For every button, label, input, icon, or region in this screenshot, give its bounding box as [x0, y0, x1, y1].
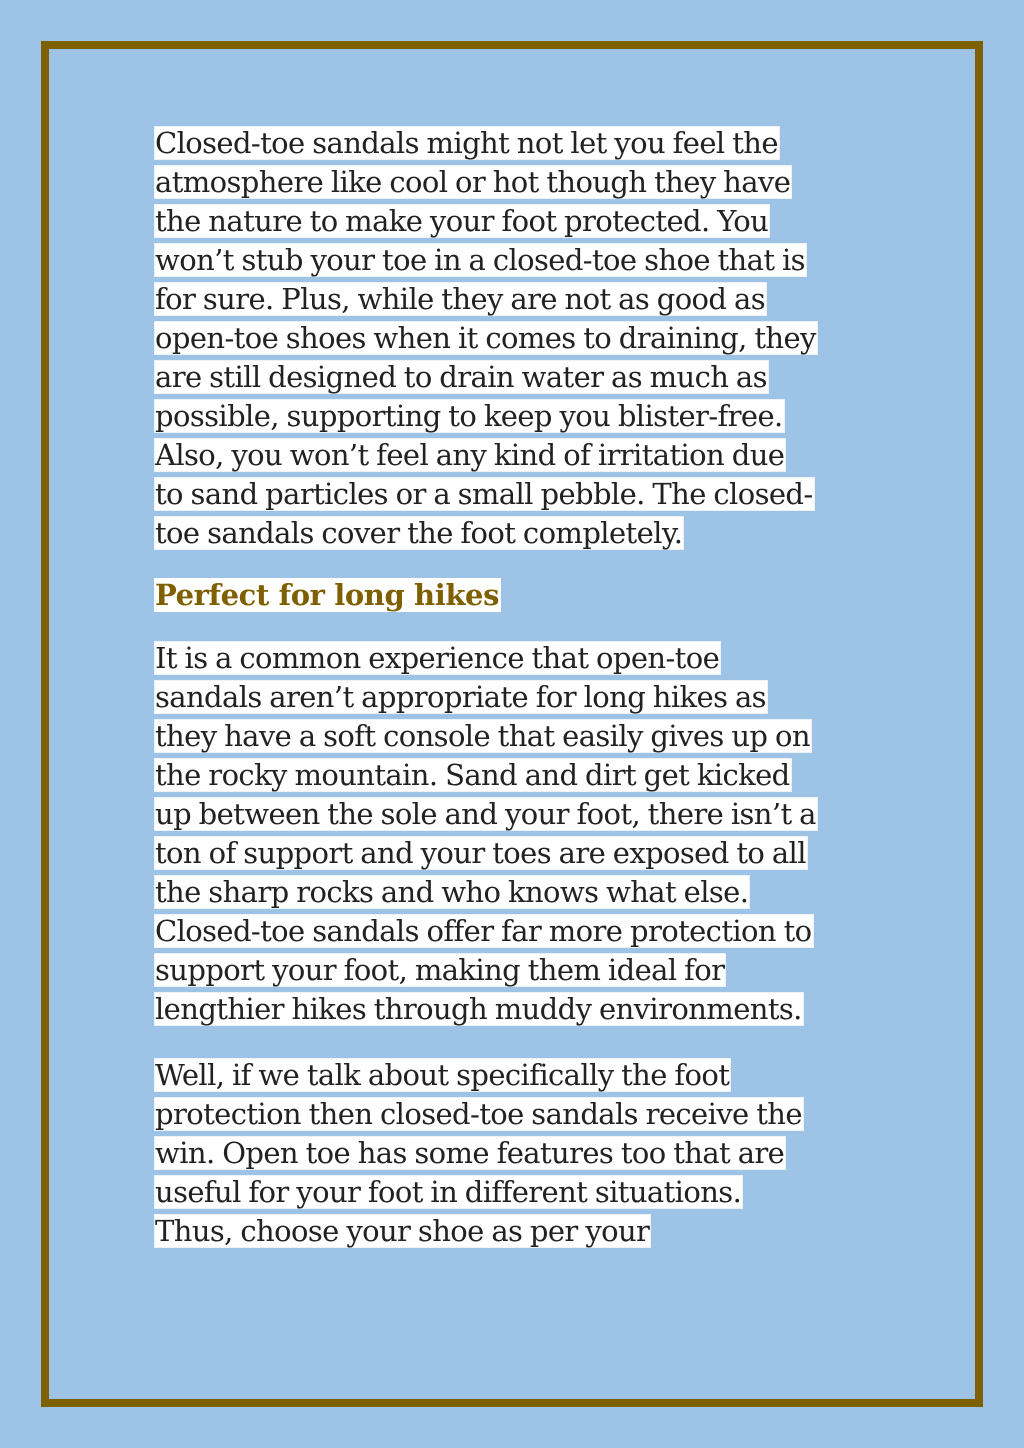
text-line: ton of support and your toes are exposed to all — [155, 836, 806, 870]
text-line: up between the sole and your foot, there isn’t a — [155, 797, 816, 831]
text-line: Closed-toe sandals offer far more protection to — [155, 914, 812, 948]
section-heading: Perfect for long hikes — [155, 578, 500, 612]
text-line: protection then closed-toe sandals receive the — [155, 1097, 802, 1131]
text-line: the nature to make your foot protected. You — [155, 204, 769, 238]
paragraph-closed-toe-protection — [154, 124, 894, 553]
text-line: useful for your foot in different situations. — [155, 1175, 742, 1209]
text-line: to sand particles or a small pebble. The closed- — [155, 477, 813, 511]
paragraph-long-hikes — [154, 639, 894, 1029]
text-line: Closed-toe sandals might not let you feel the — [155, 126, 778, 160]
text-line: the rocky mountain. Sand and dirt get kicked — [155, 758, 790, 792]
text-line: sandals aren’t appropriate for long hikes as — [155, 680, 766, 714]
text-line: for sure. Plus, while they are not as good as — [155, 282, 765, 316]
text-line: lengthier hikes through muddy environments. — [155, 992, 802, 1026]
text-line: won’t stub your toe in a closed-toe shoe that is — [155, 243, 805, 277]
text-line: open-toe shoes when it comes to draining, they — [155, 321, 816, 355]
text-line: support your foot, making them ideal for — [155, 953, 725, 987]
text-line: toe sandals cover the foot completely. — [155, 516, 683, 550]
text-line: possible, supporting to keep you blister-free. — [155, 399, 783, 433]
text-line: Thus, choose your shoe as per your — [155, 1214, 650, 1248]
text-line: win. Open toe has some features too that are — [155, 1136, 785, 1170]
text-line: the sharp rocks and who knows what else. — [155, 875, 749, 909]
text-line: they have a soft console that easily gives up on — [155, 719, 810, 753]
paragraph-conclusion — [154, 1056, 894, 1251]
text-line: atmosphere like cool or hot though they have — [155, 165, 791, 199]
text-line: are still designed to drain water as much as — [155, 360, 767, 394]
text-line: Well, if we talk about specifically the foot — [155, 1058, 730, 1092]
text-line: Also, you won’t feel any kind of irritation due — [155, 438, 785, 472]
text-line: It is a common experience that open-toe — [155, 641, 720, 675]
document-body — [154, 124, 894, 1251]
